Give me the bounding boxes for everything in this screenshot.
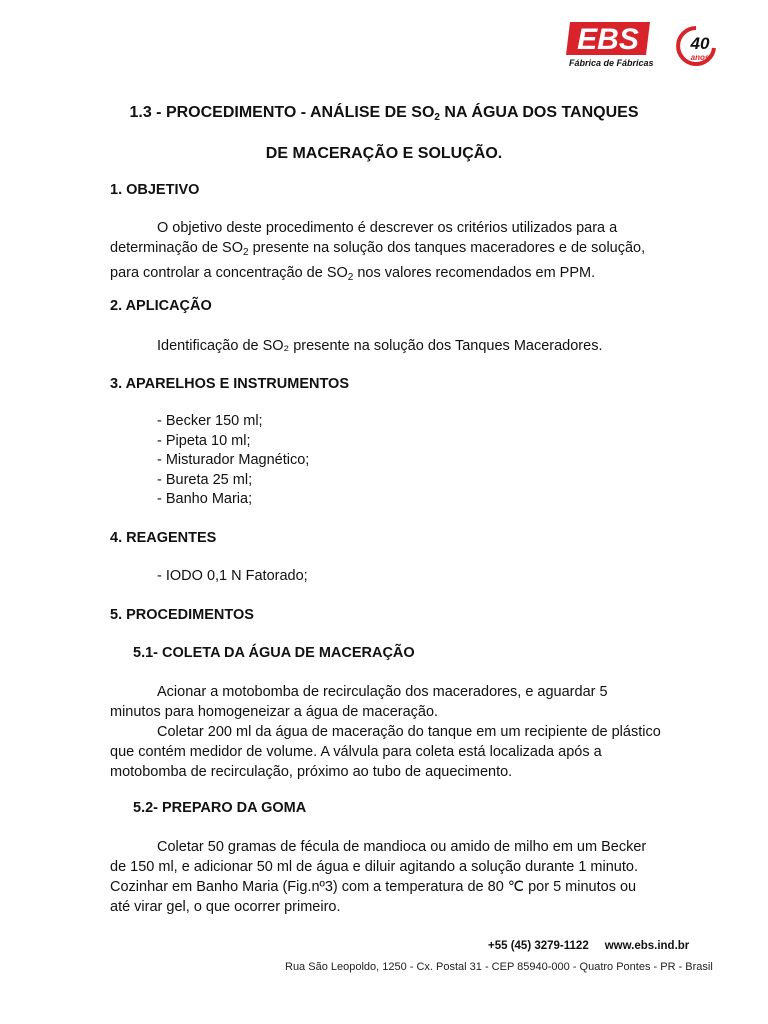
subsection-heading-coleta: 5.1- COLETA DA ÁGUA DE MACERAÇÃO — [133, 645, 415, 661]
subsection-heading-goma: 5.2- PREPARO DA GOMA — [133, 800, 307, 816]
company-logo — [566, 22, 718, 74]
anniversary-badge — [674, 24, 718, 68]
aplicacao-paragraph: Identificação de SO₂ presente na solução dos Tanques Maceradores. — [157, 338, 603, 354]
footer-phone: +55 (45) 3279-1122 — [488, 940, 589, 952]
reagent-list — [157, 567, 308, 587]
page-title-line1: 1.3 - PROCEDIMENTO - ANÁLISE DE $SO_2$ NA ÁGUA DOS TANQUES — [129, 104, 639, 123]
list-item: - Banho Maria; — [157, 491, 253, 507]
footer-contact — [488, 940, 689, 952]
anniversary-number: 40 — [690, 34, 710, 53]
list-item: - Becker 150 ml; — [157, 413, 263, 429]
section-heading-objetivo: 1. OBJETIVO — [110, 182, 200, 198]
goma-paragraph: Coletar 50 gramas de fécula de mandioca ou amido de milho em um Becker de 150 ml, e adicionar 50 ml de água e diluir agitando a solução durante 1 minuto. Cozinhar em Banho Maria (Fig.nº3) com a temperatura de 80 ℃ por 5 minutos ou até virar gel, o que ocorrer primeiro. — [110, 839, 647, 915]
page-title-line2: DE MACERAÇÃO E SOLUÇÃO. — [265, 145, 503, 162]
ebs-logo-mark — [566, 22, 650, 55]
list-item: - Misturador Magnético; — [157, 452, 310, 468]
section-heading-procedimentos: 5. PROCEDIMENTOS — [110, 607, 254, 623]
objetivo-paragraph: O objetivo deste procedimento é descrever os critérios utilizados para a determinação de $SO_2$ presente na solução dos tanques maceradores e de solução, para controlar a concentração de $SO_2$ nos valores recomendados em PPM. — [110, 220, 646, 283]
footer-website[interactable]: www.ebs.ind.br — [604, 940, 690, 952]
section-heading-aparelhos: 3. APARELHOS E INSTRUMENTOS — [110, 376, 350, 392]
list-item: - Bureta 25 ml; — [157, 471, 253, 488]
section-heading-aplicacao: 2. APLICAÇÃO — [110, 298, 212, 314]
anniversary-word: anos — [690, 53, 710, 62]
instrument-list — [157, 412, 309, 510]
logo-subtitle: Fábrica de Fábricas — [569, 58, 654, 68]
footer-address: Rua São Leopoldo, 1250 - Cx. Postal 31 - CEP 85940-000 - Quatro Pontes - PR - Brasil — [285, 961, 713, 973]
ebs-logo-text: EBS — [577, 23, 639, 55]
list-item: - IODO 0,1 N Fatorado; — [157, 568, 308, 584]
section-heading-reagentes: 4. REAGENTES — [110, 530, 217, 546]
coleta-paragraph: Acionar a motobomba de recirculação dos maceradores, e aguardar 5 minutos para homogeneizar a água de maceração. Coletar 200 ml da água de maceração do tanque em um recipiente de plástico que contém medidor de volume. A válvula para coleta está localizada após a motobomba de recirculação, próximo ao tubo de aquecimento. — [110, 684, 661, 780]
list-item: - Pipeta 10 ml; — [157, 432, 251, 449]
